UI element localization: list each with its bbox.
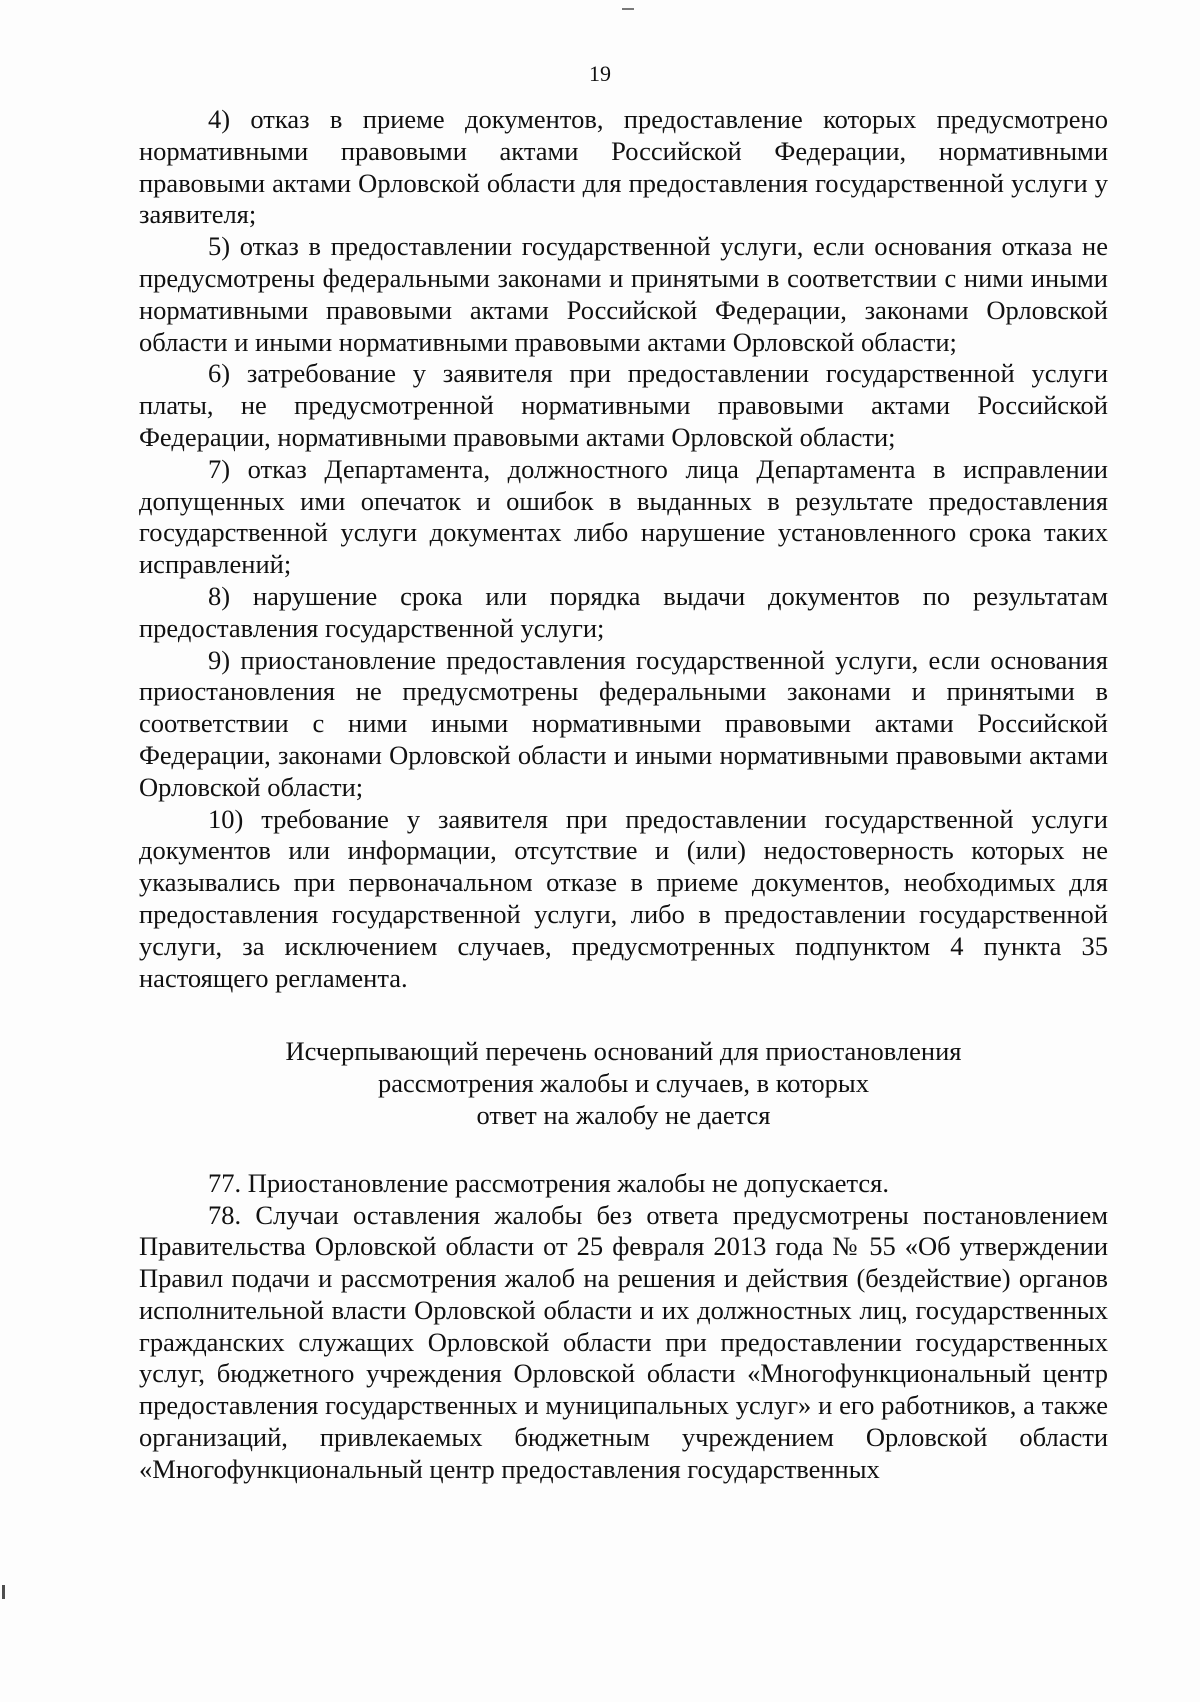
section-heading-line: Исчерпывающий перечень оснований для приостановления [285, 1036, 962, 1067]
list-item: 4) отказ в приеме документов, предоставление которых предусмотрено нормативными правовыми актами Российской Федерации, нормативными правовыми актами Орловской области для предоставления государственной услуги у заявителя; [139, 104, 1108, 230]
scan-artifact [2, 1585, 5, 1599]
clause-paragraph: 78. Случаи оставления жалобы без ответа предусмотрены постановлением Правительства Орловской области от 25 февраля 2013 года № 55 «Об утверждении Правил подачи и рассмотрения жалоб на решения и действия (бездействие) органов исполнительной власти Орловской области и их должностных лиц, государственных гражданских служащих Орловской области при предоставлении государственных услуг, бюджетного учреждения Орловской области «Многофункциональный центр предоставления государственных и муниципальных услуг» и его работников, а также организаций, привлекаемых бюджетным учреждением Орловской области «Многофункциональный центр предоставления государственных [139, 1199, 1108, 1484]
clause-paragraph: 77. Приостановление рассмотрения жалобы не допускается. [208, 1167, 889, 1198]
section-heading [139, 1036, 1108, 1131]
list-item: 10) требование у заявителя при предоставлении государственной услуги документов или информации, отсутствие и (или) недостоверность которых не указывались при первоначальном отказе в приеме документов, необходимых для предоставления государственной услуги, либо в предоставлении государственной услуги, за исключением случаев, предусмотренных подпунктом 4 пункта 35 настоящего регламента. [139, 803, 1108, 993]
scan-artifact [622, 8, 634, 10]
list-item: 6) затребование у заявителя при предоставлении государственной услуги платы, не предусмотренной нормативными правовыми актами Российской Федерации, нормативными правовыми актами Орловской области; [139, 358, 1108, 452]
section-heading-line: рассмотрения жалобы и случаев, в которых [377, 1068, 869, 1099]
page-number: 19 [589, 61, 611, 86]
section-heading-line: ответ на жалобу не дается [476, 1099, 771, 1130]
document-body [139, 104, 1108, 1486]
list-item: 8) нарушение срока или порядка выдачи документов по результатам предоставления государственной услуги; [139, 580, 1108, 643]
list-item: 7) отказ Департамента, должностного лица Департамента в исправлении допущенных ими опечаток и ошибок в выданных в результате предоставления государственной услуги документах либо нарушение установленного срока таких исправлений; [139, 453, 1108, 580]
list-item: 9) приостановление предоставления государственной услуги, если основания приостановления не предусмотрены федеральными законами и принятыми в соответствии с ними иными нормативными правовыми актами Российской Федерации, законами Орловской области и иными нормативными правовыми актами Орловской области; [139, 644, 1108, 802]
list-item: 5) отказ в предоставлении государственной услуги, если основания отказа не предусмотрены федеральными законами и принятыми в соответствии с ними иными нормативными правовыми актами Российской Федерации, законами Орловской области и иными нормативными правовыми актами Орловской области; [139, 231, 1108, 357]
